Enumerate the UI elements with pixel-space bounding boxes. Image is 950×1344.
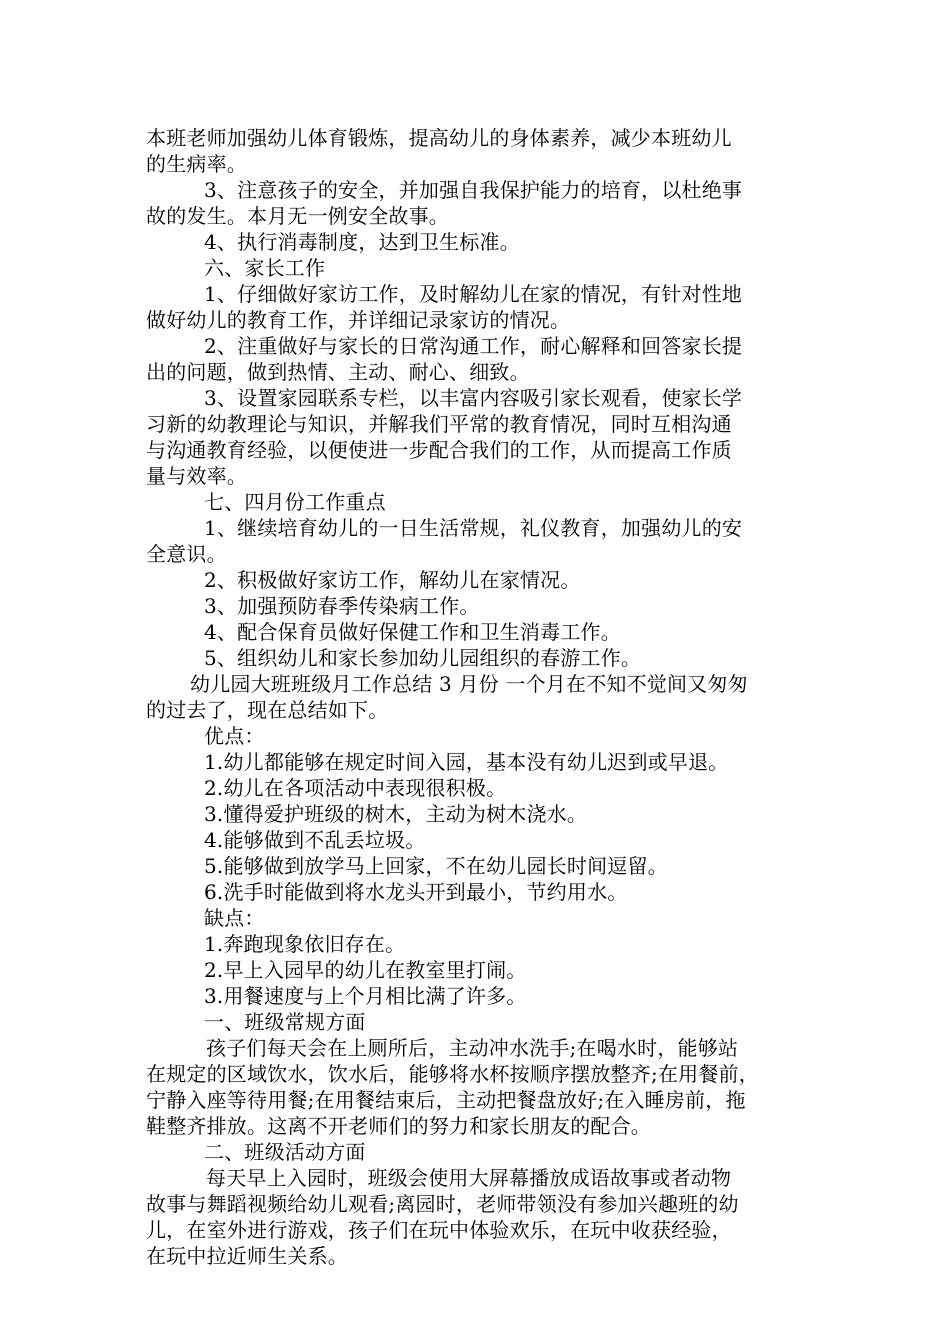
text-line: 4、配合保育员做好保健工作和卫生消毒工作。 bbox=[204, 620, 621, 644]
text-line: 宁静入座等待用餐;在用餐结束后，主动把餐盘放好;在入睡房前，拖 bbox=[146, 1088, 746, 1112]
text-line: 孩子们每天会在上厕所后，主动冲水洗手;在喝水时，能够站 bbox=[206, 1036, 739, 1060]
text-line: 故事与舞蹈视频给幼儿观看;离园时，老师带领没有参加兴趣班的幼 bbox=[146, 1192, 739, 1216]
text-line: 在玩中拉近师生关系。 bbox=[146, 1244, 348, 1268]
section-heading: 缺点： bbox=[204, 906, 265, 930]
text-line: 故的发生。本月无一例安全故事。 bbox=[146, 204, 449, 228]
list-item: 5.能够做到放学马上回家，不在幼儿园长时间逗留。 bbox=[204, 854, 668, 878]
text-line: 4、执行消毒制度，达到卫生标准。 bbox=[204, 230, 520, 254]
section-heading: 一、班级常规方面 bbox=[204, 1010, 366, 1034]
text-line: 在规定的区域饮水，饮水后，能够将水杯按顺序摆放整齐;在用餐前， bbox=[146, 1062, 759, 1086]
text-line: 做好幼儿的教育工作，并详细记录家访的情况。 bbox=[146, 308, 571, 332]
text-line: 3、注意孩子的安全，并加强自我保护能力的培育，以杜绝事 bbox=[204, 178, 743, 202]
list-item: 2.早上入园早的幼儿在教室里打闹。 bbox=[204, 958, 527, 982]
list-item: 1.幼儿都能够在规定时间入园，基本没有幼儿迟到或早退。 bbox=[204, 750, 729, 774]
text-line: 的生病率。 bbox=[146, 152, 247, 176]
text-line: 全意识。 bbox=[146, 542, 227, 566]
section-heading: 六、家长工作 bbox=[204, 256, 326, 280]
list-item: 3.懂得爱护班级的树木，主动为树木浇水。 bbox=[204, 802, 588, 826]
text-line: 3、加强预防春季传染病工作。 bbox=[204, 594, 480, 618]
text-line: 儿，在室外进行游戏，孩子们在玩中体验欢乐，在玩中收获经验， bbox=[146, 1218, 732, 1242]
text-line: 与沟通教育经验，以便使进一步配合我们的工作，从而提高工作质 bbox=[146, 438, 732, 462]
section-heading: 七、四月份工作重点 bbox=[204, 490, 386, 514]
list-item: 2.幼儿在各项活动中表现很积极。 bbox=[204, 776, 507, 800]
text-line: 量与效率。 bbox=[146, 464, 247, 488]
text-line: 1、继续培育幼儿的一日生活常规，礼仪教育，加强幼儿的安 bbox=[204, 516, 743, 540]
text-line: 2、注重做好与家长的日常沟通工作，耐心解释和回答家长提 bbox=[204, 334, 743, 358]
text-line: 鞋整齐排放。这离不开老师们的努力和家长朋友的配合。 bbox=[146, 1114, 651, 1138]
text-line: 5、组织幼儿和家长参加幼儿园组织的春游工作。 bbox=[204, 646, 642, 670]
text-line: 的过去了，现在总结如下。 bbox=[146, 698, 389, 722]
section-heading: 优点： bbox=[204, 724, 265, 748]
list-item: 4.能够做到不乱丢垃圾。 bbox=[204, 828, 426, 852]
list-item: 6.洗手时能做到将水龙头开到最小，节约用水。 bbox=[204, 880, 628, 904]
section-heading: 二、班级活动方面 bbox=[204, 1140, 366, 1164]
list-item: 3.用餐速度与上个月相比满了许多。 bbox=[204, 984, 527, 1008]
text-line: 3、设置家园联系专栏，以丰富内容吸引家长观看，使家长学 bbox=[204, 386, 743, 410]
text-line: 本班老师加强幼儿体育锻炼，提高幼儿的身体素养，减少本班幼儿 bbox=[146, 126, 732, 150]
text-line: 出的问题，做到热情、主动、耐心、细致。 bbox=[146, 360, 530, 384]
list-item: 1.奔跑现象依旧存在。 bbox=[204, 932, 406, 956]
summary-title-line: 幼儿园大班班级月工作总结 3 月份 一个月在不知不觉间又匆匆 bbox=[190, 672, 748, 696]
text-line: 2、积极做好家访工作，解幼儿在家情况。 bbox=[204, 568, 581, 592]
text-line: 习新的幼教理论与知识，并解我们平常的教育情况，同时互相沟通 bbox=[146, 412, 732, 436]
text-line: 每天早上入园时，班级会使用大屏幕播放成语故事或者动物 bbox=[206, 1166, 732, 1190]
text-line: 1、仔细做好家访工作，及时解幼儿在家的情况，有针对性地 bbox=[204, 282, 743, 306]
